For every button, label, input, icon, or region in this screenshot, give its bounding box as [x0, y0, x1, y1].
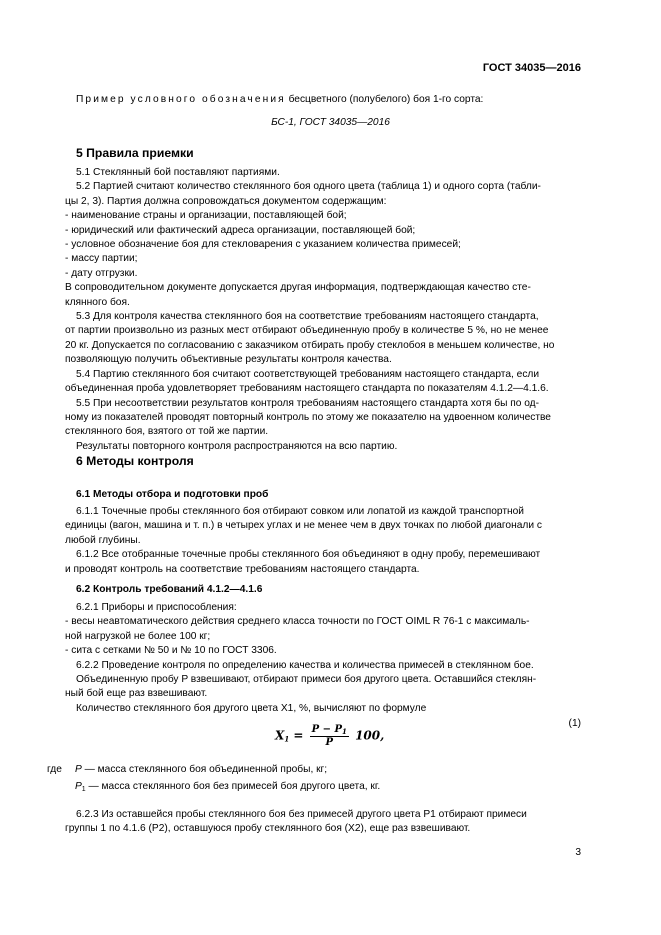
- subsection-6-2-heading: 6.2 Контроль требований 4.1.2—4.1.6: [76, 584, 263, 595]
- subsection-6-2-body: [65, 601, 585, 716]
- text-line: 5.1 Стеклянный бой поставляют партиями.: [76, 167, 280, 178]
- example-text: бесцветного (полубелого) боя 1-го сорта:: [285, 94, 484, 105]
- text-line: 5.3 Для контроля качества стеклянного боя на соответствие требованиям настоящего стандарта,: [76, 311, 539, 323]
- text-line: - условное обозначение боя для стекловарения с указанием количества примесей;: [65, 239, 461, 251]
- text-line: клянного боя.: [65, 296, 130, 308]
- example-label: Пример условного обозначения: [76, 94, 286, 105]
- text-line: В сопроводительном документе допускается другая информация, подтверждающая качество сте-: [65, 282, 531, 294]
- text-line: 5.4 Партию стеклянного боя считают соответствующей требованиям настоящего стандарта, если: [76, 368, 540, 380]
- text-line: 6.1.1 Точечные пробы стеклянного боя отбирают совком или лопатой из каждой транспортной: [76, 506, 524, 517]
- text-line: 6.1.2 Все отобранные точечные пробы стеклянного боя объединяют в одну пробу, перемешивают: [76, 549, 541, 561]
- section-5-heading: 5 Правила приемки: [76, 146, 194, 160]
- text-line: 6.2.2 Проведение контроля по определению качества и количества примесей в стеклянном бое.: [76, 659, 534, 671]
- text-line: Объединенную пробу P взвешивают, отбирают примеси боя другого цвета. Оставшийся стеклян-: [76, 674, 537, 686]
- text-line: группы 1 по 4.1.6 (P2), оставшуюся пробу стеклянного боя (X2), еще раз взвешивают.: [65, 823, 471, 835]
- formula-fraction: $\frac{P - P_1}{P}$: [311, 724, 347, 748]
- subsection-6-1-body: [65, 505, 585, 577]
- text-line: позволяющую получить объективные результаты контроля качества.: [65, 354, 392, 366]
- text-line: 6.2.3 Из оставшейся пробы стеклянного боя без примесей другого цвета P1 отбирают примеси: [76, 809, 527, 820]
- text-line: ной нагрузкой не более 100 кг;: [65, 630, 211, 642]
- section-5-body: [65, 166, 585, 454]
- designation-example: БС-1, ГОСТ 34035—2016: [271, 117, 390, 128]
- text-line: - массу партии;: [65, 253, 138, 265]
- text-line: стеклянного боя, взятого от той же партии.: [65, 426, 269, 438]
- text-line: ному из показателей проводят повторный контроль по этому же показателю на удвоенном количестве: [65, 411, 551, 423]
- text-line: - сита с сетками № 50 и № 10 по ГОСТ 3306.: [65, 645, 277, 657]
- text-line: 6.2.1 Приборы и приспособления:: [76, 602, 237, 613]
- text-line: - весы неавтоматического действия среднего класса точности по ГОСТ OIML R 76-1 с максималь-: [65, 616, 530, 628]
- where-item: где P — масса стеклянного боя объединенной пробы, кг;: [47, 764, 328, 775]
- where-item: $P_1$ — масса стеклянного боя без примесей боя другого цвета, кг.: [75, 781, 381, 794]
- section-6-heading: 6 Методы контроля: [76, 454, 194, 468]
- text-line: и проводят контроль на соответствие требованиям настоящего стандарта.: [65, 563, 420, 575]
- text-line: 20 кг. Допускается по согласованию с заказчиком отбирать пробу стеклобоя в меньшем количестве, но: [65, 339, 555, 351]
- text-line: Результаты повторного контроля распространяются на всю партию.: [76, 440, 398, 452]
- text-line: Количество стеклянного боя другого цвета X1, %, вычисляют по формуле: [76, 702, 427, 714]
- text-line: - наименование страны и организации, поставляющей бой;: [65, 210, 347, 222]
- text-line: - юридический или фактический адреса организации, поставляющей бой;: [65, 224, 416, 236]
- text-line: любой глубины.: [65, 534, 141, 546]
- text-line: 5.2 Партией считают количество стеклянного боя одного цвета (таблица 1) и одного сорта (табли-: [76, 181, 541, 193]
- subsection-6-2-3-body: [65, 808, 585, 837]
- document-header: ГОСТ 34035—2016: [482, 62, 581, 74]
- text-line: объединенная проба удовлетворяет требованиям настоящего стандарта по показателям 4.1.2—4.1.6.: [65, 383, 549, 395]
- text-line: единицы (вагон, машина и т. п.) в четырех углах и не менее чем в двух точках по любой диагонали с: [65, 520, 542, 532]
- example-line: [76, 94, 483, 105]
- page-number: 3: [575, 847, 581, 858]
- text-line: 5.5 При несоответствии результатов контроля требованиям настоящего стандарта хотя бы по од-: [76, 397, 540, 409]
- subsection-6-1-heading: 6.1 Методы отбора и подготовки проб: [76, 489, 269, 500]
- text-line: цы 2, 3). Партия должна сопровождаться документом содержащим:: [65, 195, 387, 207]
- text-line: ный бой еще раз взвешивают.: [65, 688, 208, 700]
- text-line: от партии произвольно из разных мест отбирают объединенную пробу в количестве 5 %, но не менее: [65, 325, 549, 337]
- text-line: - дату отгрузки.: [65, 267, 138, 279]
- formula-number: (1): [568, 718, 581, 729]
- formula-1: $X_1$ = $\frac{P - P_1}{P}$ 100,: [275, 724, 385, 748]
- where-list: [47, 763, 380, 798]
